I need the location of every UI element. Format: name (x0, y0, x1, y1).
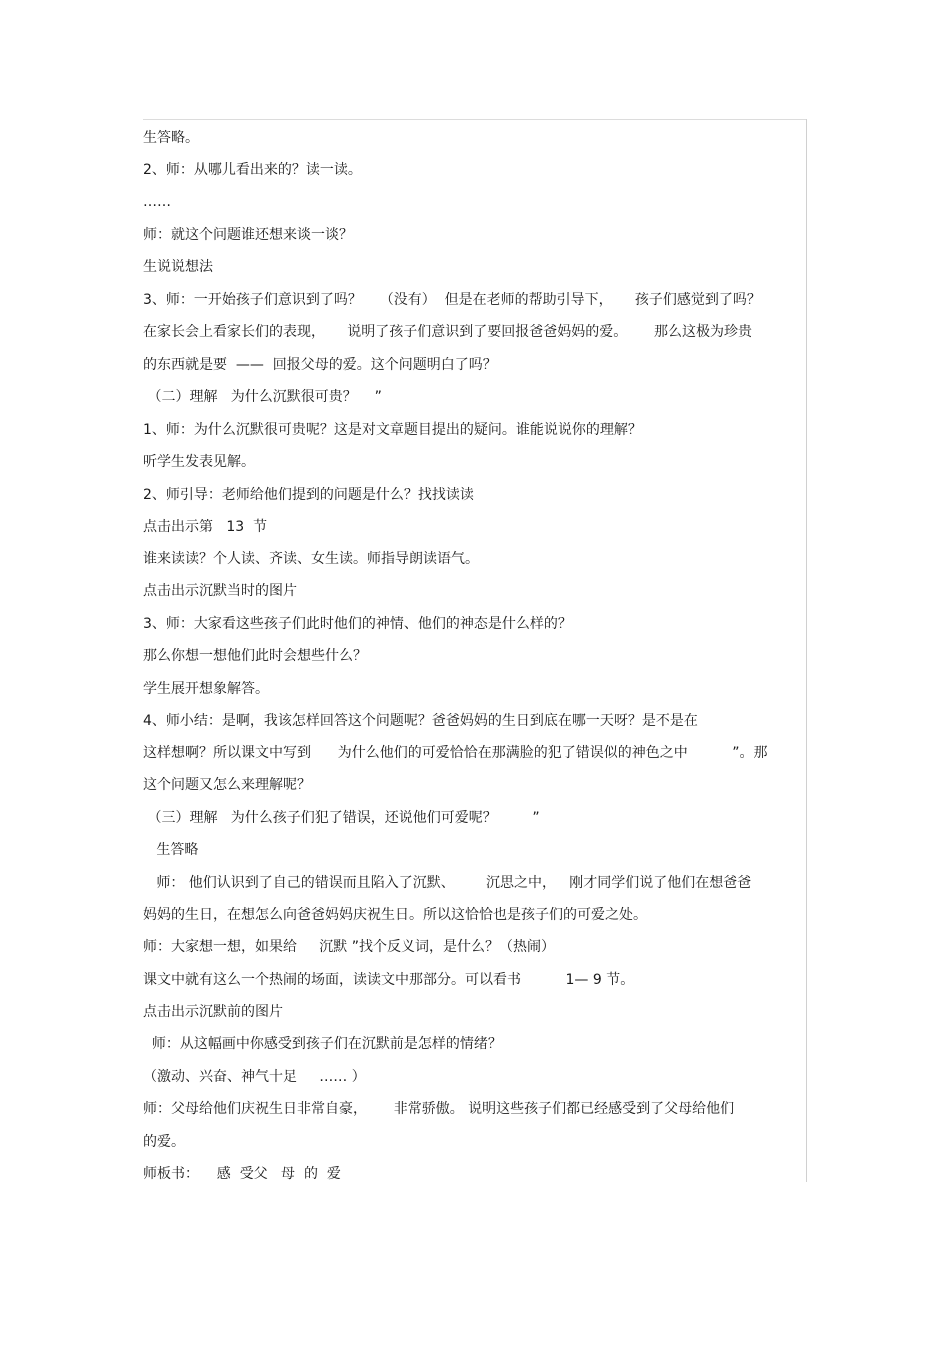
section-heading: （二）理解 为什么沉默很可贵？ ” (143, 389, 382, 405)
text-line: 点击出示第 13 节 (143, 519, 268, 535)
text-line: 谁来读读？个人读、齐读、女生读。师指导朗读语气。 (143, 551, 479, 567)
section-heading: （三）理解 为什么孩子们犯了错误，还说他们可爱呢？ ” (143, 810, 540, 826)
text-line: 生答略 (143, 842, 199, 858)
text-line: 生说说想法 (143, 259, 213, 275)
text-line: 师：父母给他们庆祝生日非常自豪， 非常骄傲。 说明这些孩子们都已经感受到了父母给他们 (143, 1101, 735, 1117)
text-line: 点击出示沉默当时的图片 (143, 583, 297, 599)
text-line: （激动、兴奋、神气十足 …… ） (143, 1069, 366, 1085)
text-line: 点击出示沉默前的图片 (143, 1004, 283, 1020)
text-line: 那么你想一想他们此时会想些什么？ (143, 648, 367, 664)
text-line: 3、师：大家看这些孩子们此时他们的神情、他们的神态是什么样的？ (143, 616, 572, 632)
text-line: 师板书： 感 受父 母 的 爱 (143, 1166, 341, 1182)
text-line: 师：就这个问题谁还想来谈一谈？ (143, 227, 353, 243)
text-line: 2、师：从哪儿看出来的？读一读。 (143, 162, 362, 178)
text-line: 3、师：一开始孩子们意识到了吗？ （没有） 但是在老师的帮助引导下， 孩子们感觉到了吗？ (143, 292, 761, 308)
text-line: 4、师小结：是啊，我该怎样回答这个问题呢？爸爸妈妈的生日到底在哪一天呀？是不是在 (143, 713, 698, 729)
text-line: 课文中就有这么一个热闹的场面，读读文中那部分。可以看书 1— 9 节。 (143, 972, 635, 988)
text-line: 师： 他们认识到了自己的错误而且陷入了沉默、 沉思之中， 刚才同学们说了他们在想爸爸 (143, 875, 752, 891)
text-line: 听学生发表见解。 (143, 454, 255, 470)
text-line: 师：从这幅画中你感受到孩子们在沉默前是怎样的情绪？ (143, 1036, 502, 1052)
text-line: 的东西就是要 —— 回报父母的爱。这个问题明白了吗？ (143, 357, 497, 373)
text-line: 的爱。 (143, 1134, 185, 1150)
text-line: 在家长会上看家长们的表现， 说明了孩子们意识到了要回报爸爸妈妈的爱。 那么这极为珍贵 (143, 324, 752, 340)
text-line: 这个问题又怎么来理解呢？ (143, 777, 311, 793)
right-border-line (806, 119, 807, 1182)
top-border-line (143, 119, 807, 120)
text-line: 生答略。 (143, 130, 199, 146)
text-line: 学生展开想象解答。 (143, 681, 269, 697)
text-line: 这样想啊？所以课文中写到 为什么他们的可爱恰恰在那满脸的犯了错误似的神色之中 ”。那 (143, 745, 768, 761)
text-line: 2、师引导：老师给他们提到的问题是什么？找找读读 (143, 487, 474, 503)
text-line: …… (143, 194, 171, 210)
text-line: 师：大家想一想，如果给 沉默 ”找个反义词，是什么？（热闹） (143, 939, 555, 955)
text-line: 1、师：为什么沉默很可贵呢？这是对文章题目提出的疑问。谁能说说你的理解？ (143, 422, 642, 438)
text-line: 妈妈的生日，在想怎么向爸爸妈妈庆祝生日。所以这恰恰也是孩子们的可爱之处。 (143, 907, 647, 923)
